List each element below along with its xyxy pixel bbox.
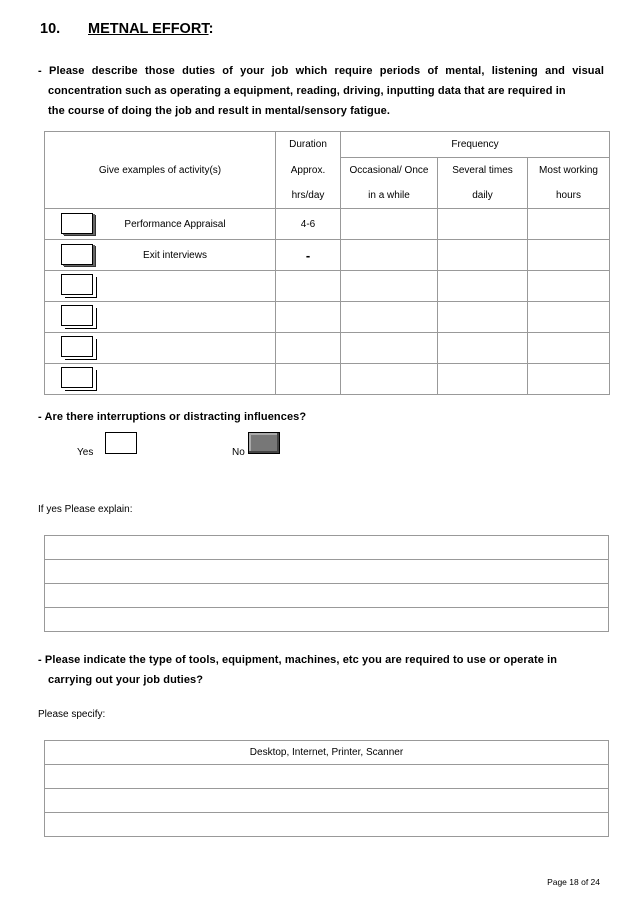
several-cell[interactable] (438, 240, 528, 271)
explain-label: If yes Please explain: (38, 504, 133, 515)
table-row (45, 302, 610, 333)
several-cell[interactable] (438, 364, 528, 395)
interruptions-question: - Are there interruptions or distracting influences? (38, 411, 307, 423)
activity-table (44, 131, 610, 395)
most-cell[interactable] (528, 302, 610, 333)
occasional-header (341, 158, 438, 209)
several-cell[interactable] (438, 209, 528, 240)
occasional-cell[interactable] (341, 271, 438, 302)
specify-label: Please specify: (38, 709, 106, 720)
examples-header: Give examples of activity(s) (45, 132, 276, 209)
table-row (45, 333, 610, 364)
duration-cell[interactable] (276, 302, 341, 333)
explain-line[interactable] (45, 608, 609, 632)
row-checkbox[interactable] (61, 367, 93, 388)
activity-cell[interactable] (45, 333, 276, 364)
page-number: Page 18 of 24 (547, 877, 600, 887)
duration-cell[interactable]: 4-6 (276, 209, 341, 240)
most-working-label: Most working (539, 165, 598, 176)
table-row (45, 209, 610, 240)
daily-label: daily (472, 190, 493, 201)
several-cell[interactable] (438, 271, 528, 302)
tools-line[interactable] (45, 813, 609, 837)
duration-header: Duration (276, 132, 341, 158)
row-checkbox[interactable] (61, 213, 93, 234)
most-cell[interactable] (528, 271, 610, 302)
activity-text: Exit interviews (143, 249, 207, 261)
table-row (45, 364, 610, 395)
hours-label: hours (556, 190, 582, 201)
tools-table (44, 740, 609, 837)
mental-effort-question (38, 61, 604, 121)
occasional-cell[interactable] (341, 209, 438, 240)
most-hours-header (528, 158, 610, 209)
activity-cell[interactable] (45, 364, 276, 395)
activity-cell[interactable] (45, 209, 276, 240)
most-cell[interactable] (528, 240, 610, 271)
duration-cell[interactable]: - (276, 240, 341, 271)
duration-cell[interactable] (276, 271, 341, 302)
approx-hrs-header (276, 158, 341, 209)
yes-label: Yes (77, 447, 94, 458)
frequency-header: Frequency (341, 132, 610, 158)
occasional-cell[interactable] (341, 364, 438, 395)
table-row (45, 271, 610, 302)
occasional-cell[interactable] (341, 333, 438, 364)
no-label: No (232, 447, 245, 458)
activity-cell[interactable] (45, 240, 276, 271)
occasional-cell[interactable] (341, 302, 438, 333)
duration-cell[interactable] (276, 364, 341, 395)
occasional-cell[interactable] (341, 240, 438, 271)
tools-question-line-2: carrying out your job duties? (48, 674, 204, 686)
several-times-header (438, 158, 528, 209)
hrs-day-label: hrs/day (291, 189, 325, 201)
approx-label: Approx. (290, 164, 326, 176)
section-heading (40, 21, 213, 37)
question-line-3: the course of doing the job and result in mental/sensory fatigue. (48, 105, 391, 117)
most-cell[interactable] (528, 209, 610, 240)
several-cell[interactable] (438, 333, 528, 364)
most-cell[interactable] (528, 364, 610, 395)
table-row (45, 240, 610, 271)
tools-question-line-1: - Please indicate the type of tools, equipment, machines, etc you are required to use or operate in (38, 654, 558, 666)
tools-question (38, 650, 604, 690)
activity-cell[interactable] (45, 302, 276, 333)
most-cell[interactable] (528, 333, 610, 364)
in-a-while-label: in a while (368, 190, 410, 201)
question-line-2: concentration such as operating a equipment, reading, driving, inputting data that are required in (48, 85, 566, 97)
no-checkbox[interactable] (248, 432, 280, 454)
occasional-label: Occasional/ Once (349, 165, 429, 176)
tools-line[interactable] (45, 765, 609, 789)
explain-line[interactable] (45, 584, 609, 608)
question-line-1: - Please describe those duties of your job which require periods of mental, listening and visual (38, 65, 604, 77)
row-checkbox[interactable] (61, 305, 93, 326)
activity-cell[interactable] (45, 271, 276, 302)
tools-line[interactable]: Desktop, Internet, Printer, Scanner (45, 741, 609, 765)
section-number: 10. (40, 21, 61, 37)
yes-checkbox[interactable] (105, 432, 137, 454)
duration-cell[interactable] (276, 333, 341, 364)
row-checkbox[interactable] (61, 274, 93, 295)
tools-line[interactable] (45, 789, 609, 813)
explain-line[interactable] (45, 560, 609, 584)
section-colon: : (208, 21, 214, 37)
row-checkbox[interactable] (61, 244, 93, 265)
explain-line[interactable] (45, 536, 609, 560)
section-title: METNAL EFFORT (88, 21, 209, 37)
several-times-label: Several times (452, 165, 513, 176)
row-checkbox[interactable] (61, 336, 93, 357)
explain-table (44, 535, 609, 632)
several-cell[interactable] (438, 302, 528, 333)
activity-text: Performance Appraisal (124, 218, 226, 230)
